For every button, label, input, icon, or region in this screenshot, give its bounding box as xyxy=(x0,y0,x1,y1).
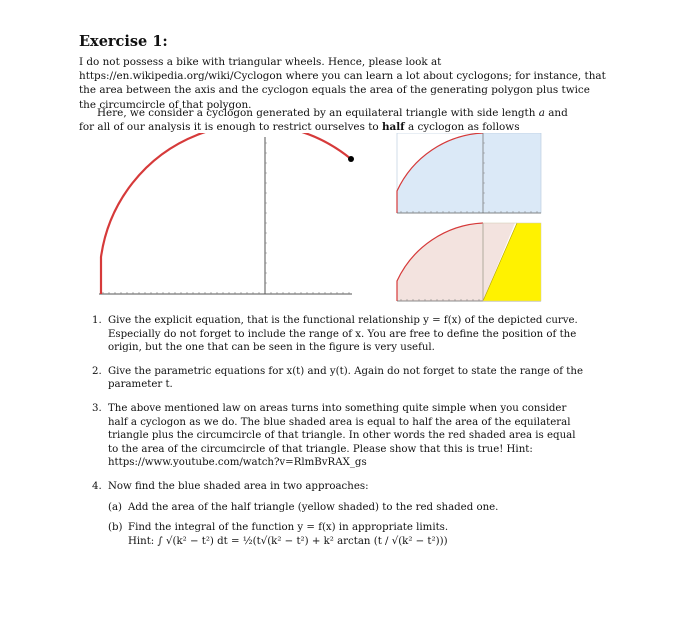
subquestion-text: Add the area of the half triangle (yellow shaded) to the red shaded one. xyxy=(128,501,499,513)
setup-text-3: a cyclogon as follows xyxy=(404,121,520,134)
blue-shaded-region xyxy=(397,133,541,213)
cyclogon-figure xyxy=(85,133,585,308)
setup-paragraph xyxy=(79,106,579,134)
question-number: 1. xyxy=(92,315,102,326)
question-number: 4. xyxy=(92,480,102,492)
curve-endpoint-dot xyxy=(348,156,354,162)
question-2 xyxy=(92,365,587,392)
subquestion-text: Find the integral of the function y = f(x) in appropriate limits. xyxy=(128,522,449,534)
question-text: The above mentioned law on areas turns into something quite simple when you consider half a cyclogon as we do. The blue shaded area is equal to half the area of the equilateral triangle plus the circumcircle of that triangle. In other words the red shaded area is equal to the area of the circumcircle of that triangle. Please show that this is true! Hint: https://www.youtube.com/watch?v=RlmBvRAX_gs xyxy=(108,402,576,469)
cyclogon-curve xyxy=(101,133,351,294)
question-4a xyxy=(108,501,587,515)
question-text: Give the parametric equations for x(t) and y(t). Again do not forget to state the range of the parameter t. xyxy=(108,365,583,391)
setup-text-1: Here, we consider a cyclogon generated by an equilateral triangle with side length xyxy=(97,107,539,119)
question-1 xyxy=(92,314,587,355)
integral-hint: Hint: ∫ √(k² − t²) dt = ½(t√(k² − t²) + k² arctan (t / √(k² − t²))) xyxy=(128,535,448,547)
question-text: Give the explicit equation, that is the functional relationship y = f(x) of the depicted curve. Especially do not forget to include the range of x. You are free to define the position of the origin, but the one that can be seen in the figure is very useful. xyxy=(108,315,578,354)
question-3 xyxy=(92,402,587,470)
question-text: Now find the blue shaded area in two approaches: xyxy=(108,480,369,492)
setup-bold-half: half xyxy=(381,121,405,134)
intro-paragraph: I do not possess a bike with triangular wheels. Hence, please look at https://en.wikipedia.org/wiki/Cyclogon where you can learn a lot about cyclogons; for instance, that the area between the axis and the cyclogon equals the area of the generating polygon plus twice the circumcircle of that polygon. xyxy=(79,56,606,111)
setup-variable: a xyxy=(538,107,545,119)
question-number: 2. xyxy=(92,365,102,377)
setup-text-2: and for all of our analysis it is enough to restrict ourselves to xyxy=(79,107,568,134)
cyclogon-curve-plot xyxy=(99,133,354,294)
question-number: 3. xyxy=(92,402,102,414)
question-4 xyxy=(92,480,587,548)
subquestion-number: (a) xyxy=(108,501,123,513)
exercise-title: Exercise 1: xyxy=(79,33,168,50)
question-4b xyxy=(108,521,587,535)
subquestion-number: (b) xyxy=(108,522,123,534)
question-list xyxy=(92,314,587,558)
